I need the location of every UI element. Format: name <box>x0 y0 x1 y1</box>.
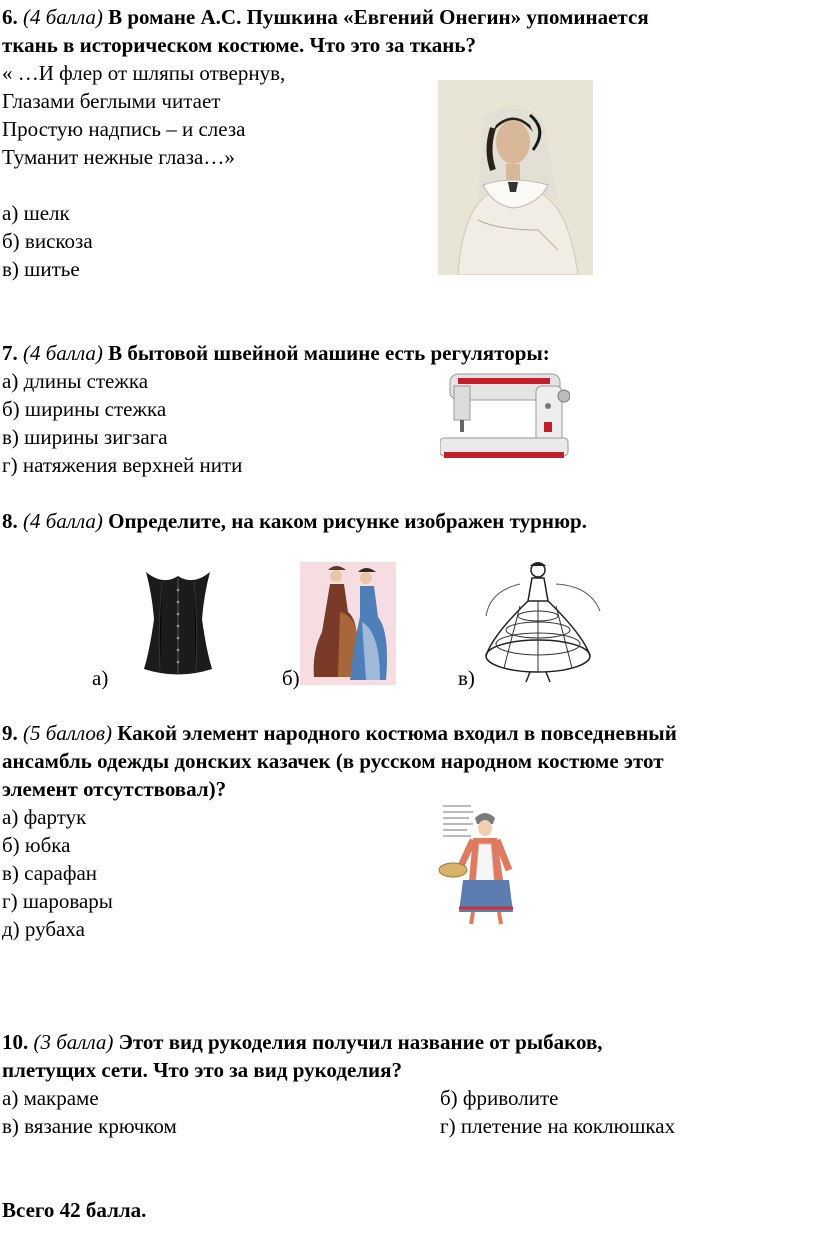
cossack-woman-image <box>433 800 543 930</box>
q7-number: 7. <box>2 341 18 365</box>
q6-number: 6. <box>2 5 18 29</box>
q6-option-a: а) шелк <box>2 201 70 225</box>
q6-verse-line: Туманит нежные глаза…» <box>2 145 235 169</box>
q7-title-text: В бытовой швейной машине есть регуляторы: <box>108 341 550 365</box>
q6-verse-line: « …И флер от шляпы отвернув, <box>2 61 286 85</box>
q9-title-text: Какой элемент народного костюма входил в повседневный <box>117 721 677 745</box>
q10-title-text: Этот вид рукоделия получил название от рыбаков, <box>118 1030 603 1054</box>
corset-image <box>138 564 218 681</box>
q7-title <box>2 339 550 367</box>
q9-title-line2: ансамбль одежды донских казачек (в русском народном костюме этот <box>2 749 664 773</box>
q9-points: (5 баллов) <box>23 721 112 745</box>
q6-points: (4 балла) <box>23 5 103 29</box>
crinoline-image <box>480 556 606 686</box>
q6-title-text: В романе А.С. Пушкина «Евгений Онегин» упоминается <box>108 5 649 29</box>
q10-option-d: г) плетение на коклюшках <box>440 1114 676 1138</box>
q7-option-a: а) длины стежка <box>2 369 149 393</box>
q6-title-line1 <box>2 3 649 31</box>
q8-title <box>2 507 587 535</box>
q6-title-line2: ткань в историческом костюме. Что это за ткань? <box>2 33 477 57</box>
q6-verse-line: Простую надпись – и слеза <box>2 117 246 141</box>
q9-option-b: б) юбка <box>2 833 71 857</box>
q10-option-a: а) макраме <box>2 1086 99 1110</box>
bustle-dresses-image <box>300 562 396 685</box>
q9-title-line3: элемент отсутствовал)? <box>2 777 227 801</box>
q9-option-c: в) сарафан <box>2 861 98 885</box>
q8-number: 8. <box>2 509 18 533</box>
q8-title-text: Определите, на каком рисунке изображен турнюр. <box>108 509 587 533</box>
q6-verse-line: Глазами беглыми читает <box>2 89 221 113</box>
q10-points: (3 балла) <box>33 1030 114 1054</box>
q6-option-c: в) шитье <box>2 257 80 281</box>
q8-label-c: в) <box>458 666 475 690</box>
q9-option-d: г) шаровары <box>2 889 113 913</box>
q9-option-a: а) фартук <box>2 805 87 829</box>
sewing-machine-image <box>440 366 570 464</box>
q7-option-c: в) ширины зигзага <box>2 425 168 449</box>
q8-label-b: б) <box>282 666 300 690</box>
q9-option-e: д) рубаха <box>2 917 85 941</box>
q10-option-c: в) вязание крючком <box>2 1114 177 1138</box>
q9-title-line1 <box>2 719 677 747</box>
woman-portrait-image <box>438 80 593 275</box>
q10-title-line1 <box>2 1028 603 1056</box>
q8-points: (4 балла) <box>23 509 103 533</box>
q7-option-b: б) ширины стежка <box>2 397 167 421</box>
q7-points: (4 балла) <box>23 341 103 365</box>
q6-option-b: б) вискоза <box>2 229 93 253</box>
q7-option-d: г) натяжения верхней нити <box>2 453 243 477</box>
q8-label-a: а) <box>92 666 109 690</box>
q10-option-b: б) фриволите <box>440 1086 559 1110</box>
q10-title-line2: плетущих сети. Что это за вид рукоделия? <box>2 1058 403 1082</box>
q9-number: 9. <box>2 721 18 745</box>
total-score: Всего 42 балла. <box>2 1198 147 1222</box>
q10-number: 10. <box>2 1030 29 1054</box>
